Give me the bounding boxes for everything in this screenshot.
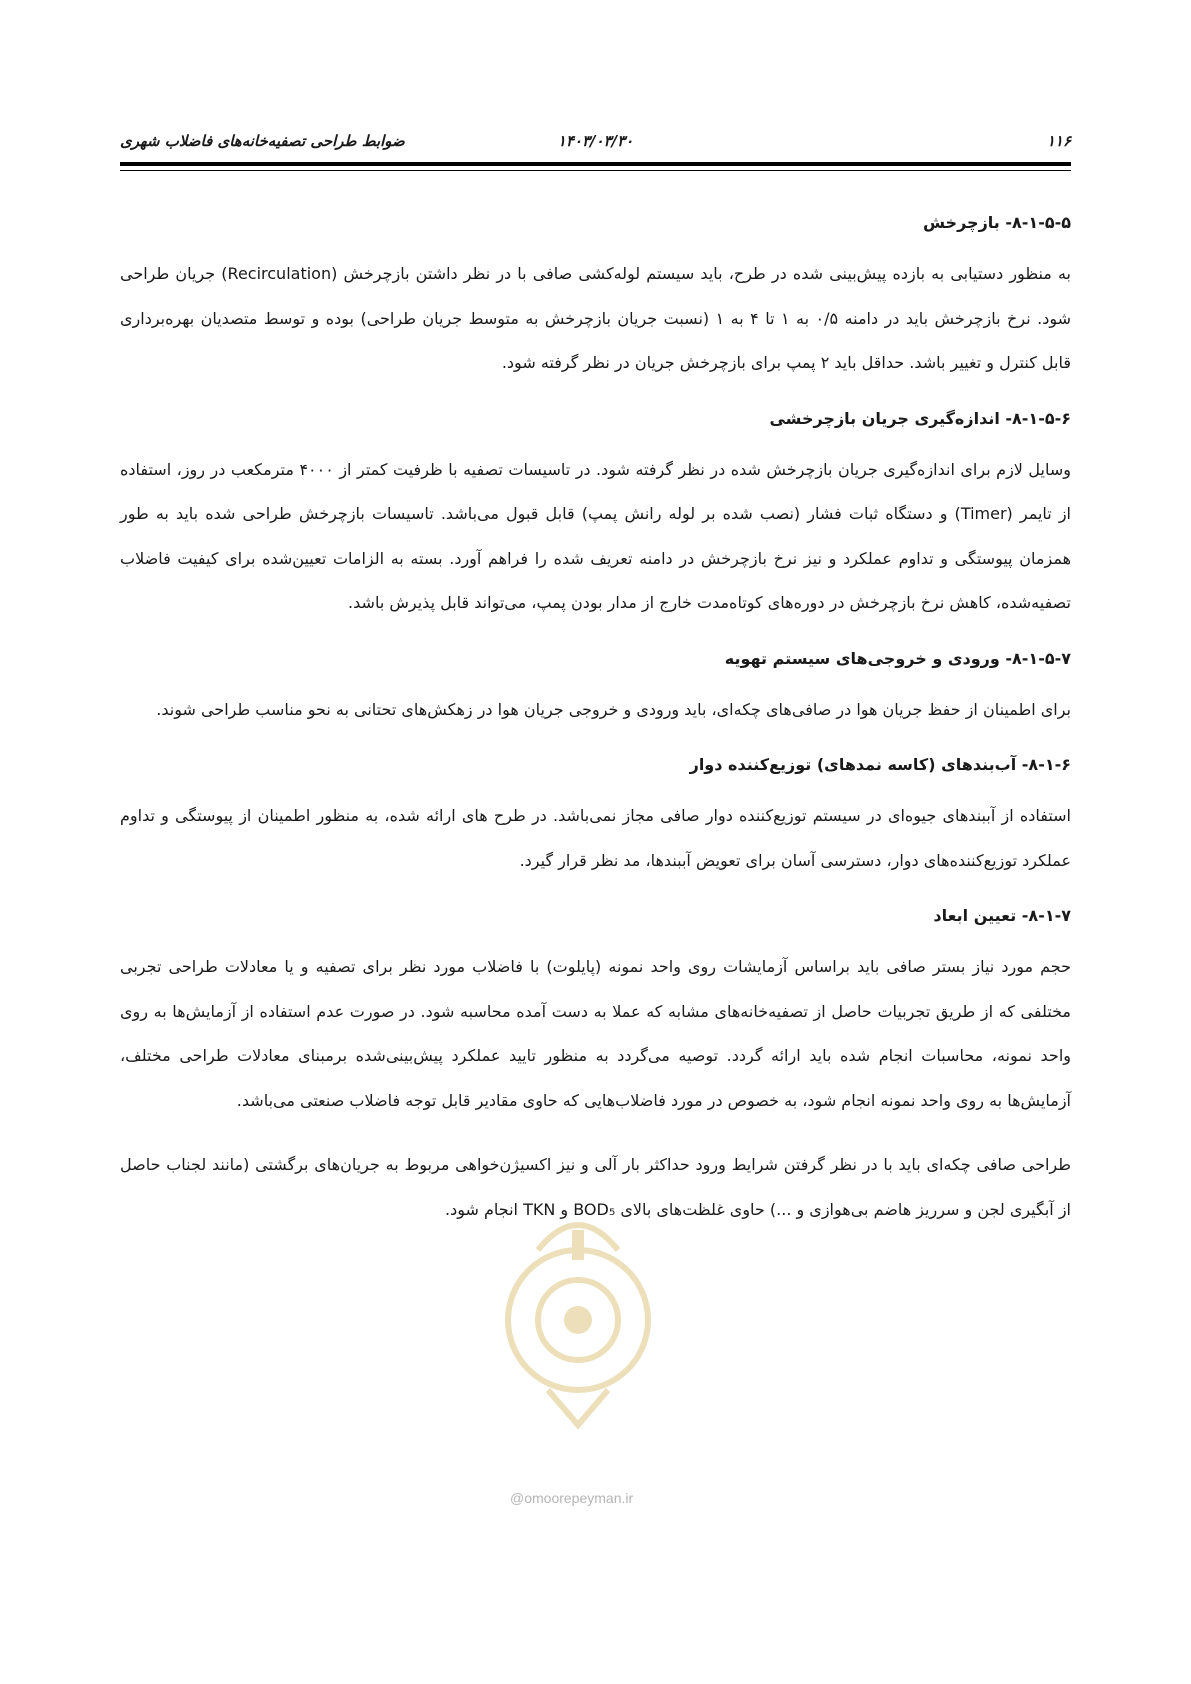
paragraph: وسایل لازم برای اندازه‌گیری جریان بازچرخش شده در نظر گرفته شود. در تاسیسات تصفیه با ظرفیت کمتر از ۴۰۰۰ مترمکعب در روز، استفاده از تایمر (Timer) و دستگاه ثبات فشار (نصب شده بر لوله رانش پمپ) قابل قبول می‌باشد. تاسیسات بازچرخش طراحی شده باید به طور همزمان پیوستگی و تداوم عملکرد و نیز نرخ بازچرخش در دامنه تعریف شده را فراهم آورد. بسته به الزامات تعیین‌شده برای کیفیت فاضلاب تصفیه‌شده، کاهش نرخ بازچرخش در دوره‌های کوتاه‌مدت خارج از مدار بودن پمپ، می‌تواند قابل پذیرش باشد. (120, 459, 1072, 612)
header-rule-thin (120, 170, 1071, 171)
document-title: ضوابط طراحی تصفیه‌خانه‌های فاضلاب شهری (120, 132, 405, 150)
paragraph: استفاده از آببندهای جیوه‌ای در سیستم توزیع‌کننده دوار صافی مجاز نمی‌باشد. در طرح های ارائه شده، به منظور اطمینان از پیوستگی و تداوم عملکرد توزیع‌کننده‌های دوار، دسترسی آسان برای تعویض آببندها، مد نظر قرار گیرد. (120, 806, 1071, 870)
header-rule-thick (120, 162, 1071, 166)
section-heading: ۸-۱-۵-۷- ورودی و خروجی‌های سیستم تهویه (724, 648, 1071, 668)
page-header (120, 128, 1071, 158)
watermark-text: @omoorepeyman.ir (510, 1490, 634, 1506)
paragraph: حجم مورد نیاز بستر صافی باید براساس آزمایشات روی واحد نمونه (پایلوت) با فاضلاب مورد نظر برای تصفیه و یا معادلات طراحی تجربی مختلفی که از طریق تجربیات حاصل از تصفیه‌خانه‌های مشابه که عملا به دست آمده محاسبه شود. در صورت عدم استفاده از آزمایش‌ها به روی واحد نمونه، محاسبات انجام شده باید ارائه گردد. توصیه می‌گردد به منظور تایید عملکرد پیش‌بینی‌شده برمبنای معادلات طراحی مختلف، آزمایش‌ها به روی واحد نمونه انجام شود، به خصوص در مورد فاضلاب‌هایی که حاوی مقادیر قابل توجه فاضلاب صنعتی می‌باشد. (120, 957, 1071, 1110)
section-seals (120, 752, 1071, 883)
section-heading: ۸-۱-۶- آب‌بندهای (کاسه نمدهای) توزیع‌کننده دوار (689, 755, 1071, 774)
section-recirculation (120, 210, 1071, 386)
section-recirculation-measurement (120, 406, 1071, 626)
section-heading: ۸-۱-۵-۶- اندازه‌گیری جریان بازچرخشی (769, 408, 1071, 428)
section-heading: ۸-۱-۵-۵- بازچرخش (922, 213, 1071, 232)
section-heading: ۸-۱-۷- تعیین ابعاد (933, 906, 1071, 925)
header-date: ۱۴۰۳/۰۳/۳۰ (557, 132, 634, 150)
page-number: ۱۱۶ (1046, 132, 1071, 150)
section-dimensions (120, 903, 1071, 1232)
page-content (120, 210, 1071, 1252)
paragraph: طراحی صافی چکه‌ای باید با در نظر گرفتن شرایط ورود حداکثر بار آلی و نیز اکسیژن‌خواهی مربوط به جریان‌های برگشتی (مانند لجناب حاصل از آبگیری لجن و سرریز هاضم بی‌هوازی و ...) حاوی غلظت‌های بالای BOD₅ و TKN انجام شود. (120, 1155, 1071, 1219)
paragraph: به منظور دستیابی به بازده پیش‌بینی شده در طرح، باید سیستم لوله‌کشی صافی با در نظر داشتن بازچرخش (Recirculation) جریان طراحی شود. نرخ بازچرخش باید در دامنه ۰/۵ به ۱ تا ۴ به ۱ (نسبت جریان بازچرخش به متوسط جریان طراحی) بوده و توسط متصدیان بهره‌برداری قابل کنترل و تغییر باشد. حداقل باید ۲ پمپ برای بازچرخش جریان در نظر گرفته شود. (120, 264, 1071, 372)
section-ventilation (120, 646, 1071, 733)
paragraph: برای اطمینان از حفظ جریان هوا در صافی‌های چکه‌ای، باید ورودی و خروجی جریان هوا در زهکش‌های تحتانی به نحو مناسب طراحی شوند. (156, 699, 1071, 719)
